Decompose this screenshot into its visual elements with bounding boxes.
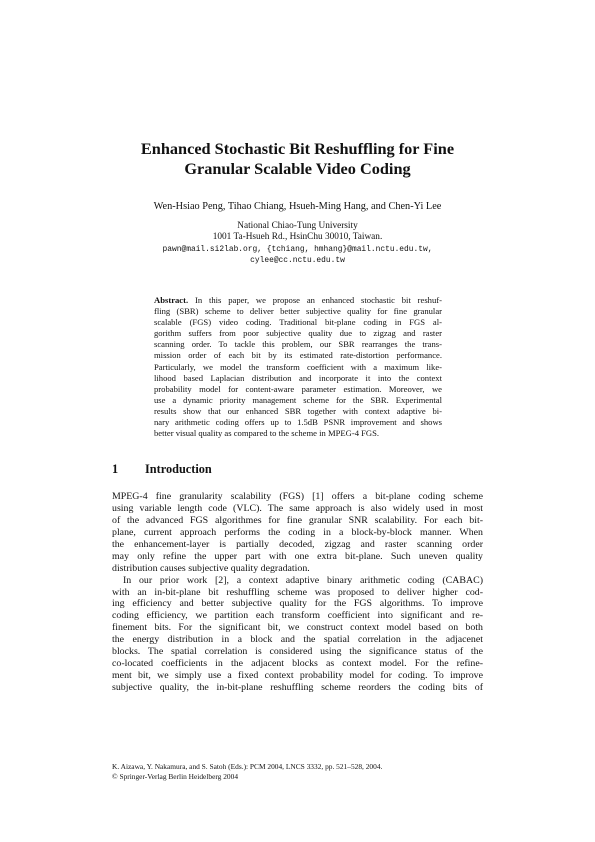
abstract-line: gorithm suffers from poor subjective quality due to zigzag and raster bbox=[154, 328, 442, 339]
section-title: Introduction bbox=[145, 462, 212, 476]
paragraph-1-line: distribution causes subjective quality degradation. bbox=[112, 562, 310, 574]
title-line-2: Granular Scalable Video Coding bbox=[184, 159, 411, 178]
affiliation-institution: National Chiao-Tung University bbox=[237, 221, 358, 231]
paragraph-1-line: may only refine the upper part with one extra bit-plane. Such uneven quality bbox=[112, 550, 483, 562]
copyright-line: © Springer-Verlag Berlin Heidelberg 2004 bbox=[112, 771, 239, 781]
abstract-line: results show that our enhanced SBR together with context adaptive bi- bbox=[154, 405, 442, 416]
abstract-line: Particularly, we model the transform coefficient with a maximum like- bbox=[154, 361, 442, 372]
author-list: Wen-Hsiao Peng, Tihao Chiang, Hsueh-Ming Hang, and Chen-Yi Lee bbox=[153, 201, 442, 212]
paragraph-1-line: the enhancement-layer is partially decoded, zigzag and raster scanning order bbox=[112, 538, 483, 550]
paragraph-2-line: ing efficiency and better subjective quality for the FGS algorithms. To improve bbox=[112, 598, 483, 610]
paragraph-2-line: In our prior work [2], a context adaptive binary arithmetic coding (CABAC) bbox=[123, 574, 483, 586]
paragraph-1-line: of the advanced FGS algorithmes for fine granular SNR scalability. For each bit- bbox=[112, 514, 483, 526]
abstract bbox=[154, 295, 442, 439]
paragraph-2-line: with an in-bit-plane bit reshuffling scheme was proposed to deliver higher cod- bbox=[112, 586, 483, 598]
paragraph-2-line: the energy distribution in a block and the spatial correlation in the adjacenet bbox=[112, 634, 483, 646]
affiliation-block bbox=[90, 221, 505, 266]
abstract-line: probability model for content-aware parameter estimation. Moreover, we bbox=[154, 383, 442, 394]
paragraph-1-line: MPEG-4 fine granularity scalability (FGS) [1] offers a bit-plane coding scheme bbox=[112, 491, 483, 502]
paragraph-2-line: finement bits. For the significant bit, we construct context model based on both bbox=[112, 622, 483, 634]
abstract-line: better visual quality as compared to the scheme in MPEG-4 FGS. bbox=[154, 428, 380, 439]
abstract-line: scalable (FGS) video coding. Traditional bit-plane coding in FGS al- bbox=[154, 317, 442, 328]
abstract-line: mission order of each bit by its estimated rate-distortion performance. bbox=[154, 350, 442, 361]
section-number: 1 bbox=[112, 462, 119, 476]
paragraph-2-line: ment bit, we simply use a fixed context probability model for coding. To improve bbox=[112, 670, 483, 682]
abstract-line: lihood based Laplacian distribution and incorporate it into the context bbox=[154, 372, 442, 383]
author-emails-line-2: cylee@cc.nctu.edu.tw bbox=[250, 255, 345, 265]
paragraph-2-line: blocks. The spatial correlation is considered using the significance status of the bbox=[112, 646, 483, 658]
abstract-line bbox=[154, 295, 442, 306]
publication-footer bbox=[112, 762, 483, 781]
title-line-1: Enhanced Stochastic Bit Reshuffling for Fine bbox=[140, 139, 455, 158]
paragraph-2-line: co-located coefficients in the adjacent blocks as context model. For the refine- bbox=[112, 658, 483, 670]
abstract-line: nary arithmetic coding offers up to 1.5dB PSNR improvement and shows bbox=[154, 417, 442, 428]
paragraph-2-line: subjective quality, the in-bit-plane reshuffling scheme reorders the coding bits of bbox=[112, 682, 483, 693]
citation-line: K. Aizawa, Y. Nakamura, and S. Satoh (Eds.): PCM 2004, LNCS 3332, pp. 521–528, 2004. bbox=[112, 762, 383, 771]
paragraph-1-line: using variable length code (VLC). The same approach is also widely used in most bbox=[112, 502, 483, 514]
abstract-line: use a dynamic priority management scheme for the SBR. Experimental bbox=[154, 394, 442, 405]
abstract-line: scanning order. To tackle this problem, our SBR rearranges the trans- bbox=[154, 339, 442, 350]
paper-title bbox=[100, 139, 495, 179]
paragraph-1-line: plane, current approach performs the coding in a block-by-block manner. When bbox=[112, 526, 483, 538]
paragraph-2-line: coding efficiency, we partition each transform coefficient into significant and re- bbox=[112, 610, 483, 622]
abstract-line: fling (SBR) scheme to deliver better subjective quality for fine granular bbox=[154, 306, 442, 317]
section-heading bbox=[112, 462, 212, 477]
author-emails-line-1: pawn@mail.si2lab.org, {tchiang, hmhang}@mail.nctu.edu.tw, bbox=[162, 244, 433, 254]
affiliation-address: 1001 Ta-Hsueh Rd., HsinChu 30010, Taiwan. bbox=[212, 232, 383, 243]
body-text bbox=[112, 491, 483, 694]
abstract-label: Abstract. bbox=[154, 295, 189, 305]
abstract-first-line-text: In this paper, we propose an enhanced stochastic bit reshuf- bbox=[188, 295, 442, 305]
